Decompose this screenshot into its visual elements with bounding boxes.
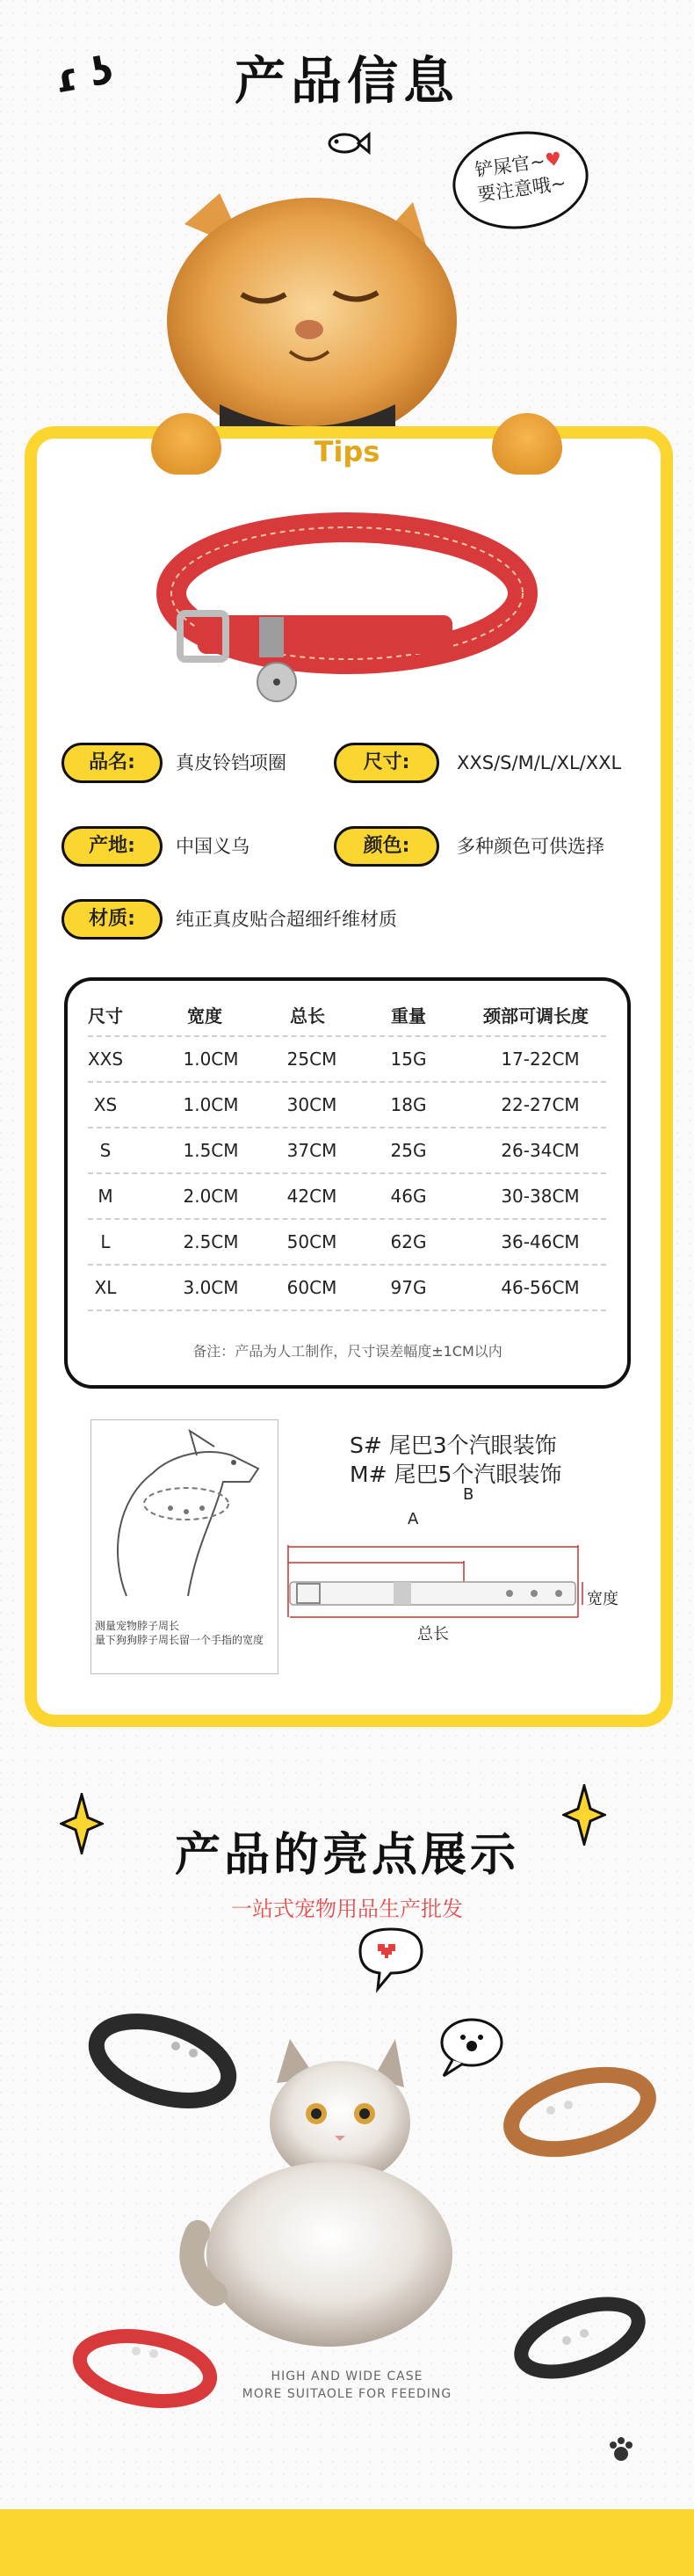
table-cell: 30-38CM [501,1186,580,1207]
table-cell: 62G [390,1231,427,1252]
table-cell: 50CM [286,1231,337,1252]
highlights-subtitle: 一站式宠物用品生产批发 [231,1897,463,1921]
table-cell: 1.0CM [183,1049,239,1070]
table-cell: 46-56CM [501,1277,580,1298]
measure-caption-line1: 测量宠物脖子周长 [95,1620,180,1632]
brown-collar-image [496,2061,663,2162]
bubble-text-1: 铲屎官~ [474,149,547,181]
dimension-label-a: A [408,1510,419,1528]
row-divider [88,1218,606,1220]
table-row [0,1140,694,1186]
table-cell: S [99,1140,112,1161]
heart-icon: ♥ [543,148,563,171]
table-cell: 1.5CM [183,1140,239,1161]
dimension-label-width: 宽度 [587,1590,618,1608]
table-cell: 37CM [286,1140,337,1161]
spec-label-name: 品名: [61,743,163,783]
heart-bubble-icon [351,1925,430,1995]
row-divider [88,1264,606,1266]
row-divider [88,1310,606,1311]
table-cell: 1.0CM [183,1094,239,1115]
dog-sketch-icon [91,1420,278,1614]
bottom-yellow-band [0,2509,694,2576]
spec-label-origin: 产地: [61,826,163,867]
table-cell: XXS [87,1049,124,1070]
doodle-decoration: ɾ ʖ [51,47,117,103]
table-row [0,1049,694,1094]
row-divider [88,1127,606,1128]
table-cell: 25G [390,1140,427,1161]
table-cell: 97G [390,1277,427,1298]
row-divider [88,1081,606,1083]
spec-value-material: 纯正真皮贴合超细纤维材质 [176,909,397,930]
collar-dimension-diagram [279,1520,631,1652]
table-note: 备注：产品为人工制作，尺寸误差幅度±1CM以内 [192,1343,502,1360]
spec-value-origin: 中国义乌 [176,836,249,857]
table-cell: 22-27CM [501,1094,580,1115]
table-cell: M [98,1186,113,1207]
table-cell: 18G [390,1094,427,1115]
english-caption-line2: MORE SUITAOLE FOR FEEDING [242,2387,452,2401]
red-collar-image [154,510,540,721]
table-cell: 46G [390,1186,427,1207]
table-header-length: 总长 [290,1005,325,1027]
english-caption [0,2368,694,2403]
table-row [0,1231,694,1277]
tips-label: Tips [314,435,380,468]
table-header-neck: 颈部可调长度 [483,1005,589,1027]
legend-medium: M# 尾巴5个汽眼装饰 [350,1462,562,1487]
table-cell: XS [93,1094,118,1115]
spec-value-name: 真皮铃铛项圈 [176,752,286,773]
spec-label-material: 材质: [61,899,163,940]
fluffy-cat-photo [171,2030,488,2347]
row-divider [88,1172,606,1174]
table-cell: 15G [390,1049,427,1070]
table-cell: 3.0CM [183,1277,239,1298]
table-header-width: 宽度 [187,1005,222,1027]
paw-print-icon [606,2435,636,2464]
row-divider [88,1035,606,1037]
spec-value-size: XXS/S/M/L/XL/XXL [457,752,622,773]
dimension-label-total: 总长 [417,1625,449,1644]
table-header-weight: 重量 [391,1005,426,1027]
table-cell: 2.5CM [183,1231,239,1252]
orange-cat-photo [149,189,466,453]
table-cell: 42CM [286,1186,337,1207]
table-cell: 36-46CM [501,1231,580,1252]
speech-bubble [446,123,595,238]
table-cell: 25CM [286,1049,337,1070]
page-title: 产品信息 [234,51,459,111]
highlights-title: 产品的亮点展示 [174,1829,519,1882]
table-header-size: 尺寸 [88,1005,123,1027]
table-cell: 60CM [286,1277,337,1298]
bubble-text-2: 要注意哦~ [475,171,567,206]
table-cell: L [100,1231,111,1252]
table-cell: XL [94,1277,117,1298]
fish-icon [327,132,371,155]
dimension-label-b: B [463,1485,474,1504]
table-row [0,1186,694,1231]
table-row [0,1094,694,1140]
measure-caption-line2: 量下狗狗脖子周长留一个手指的宽度 [95,1634,264,1646]
spec-label-size: 尺寸: [334,743,439,783]
table-cell: 17-22CM [501,1049,580,1070]
measure-caption [95,1619,275,1647]
spec-label-color: 颜色: [334,826,439,867]
table-cell: 30CM [286,1094,337,1115]
table-row [0,1277,694,1323]
table-cell: 2.0CM [183,1186,239,1207]
legend-small: S# 尾巴3个汽眼装饰 [350,1433,557,1458]
table-cell: 26-34CM [501,1140,580,1161]
english-caption-line1: HIGH AND WIDE CASE [271,2369,423,2384]
spec-value-color: 多种颜色可供选择 [457,836,604,857]
